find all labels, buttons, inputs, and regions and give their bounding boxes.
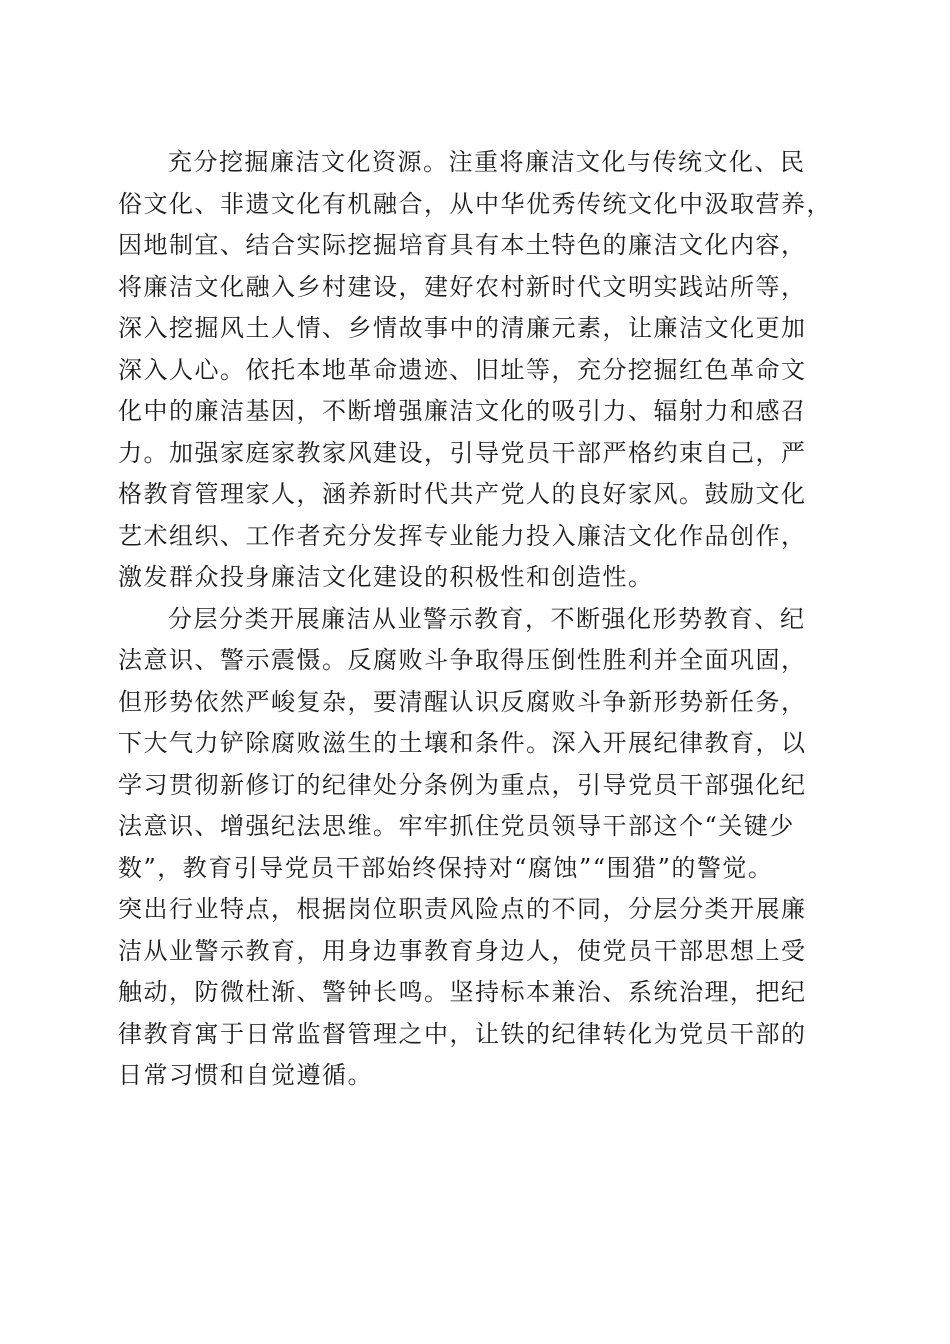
- text-line: 化中的廉洁基因，不断增强廉洁文化的吸引力、辐射力和感召: [118, 397, 807, 425]
- text-line: 深入人心。依托本地革命遗迹、旧址等，充分挖掘红色革命文: [118, 355, 807, 384]
- paragraph-1: [118, 142, 838, 599]
- paragraph-2: [118, 599, 838, 1097]
- text-line: 法意识、警示震慑。反腐败斗争取得压倒性胜利并全面巩固，: [118, 646, 807, 674]
- text-line: 格教育管理家人，涵养新时代共产党人的良好家风。鼓励文化: [118, 480, 807, 508]
- text-line: 将廉洁文化融入乡村建设，建好农村新时代文明实践站所等，: [118, 272, 807, 301]
- text-line: 洁从业警示教育，用身边事教育身边人，使党员干部思想上受: [118, 936, 807, 965]
- text-line: 力。加强家庭家教家风建设，引导党员干部严格约束自己，严: [118, 438, 807, 467]
- text-line: 法意识、增强纪法思维。牢牢抓住党员领导干部这个“关键少: [118, 812, 795, 840]
- text-line: 律教育寓于日常监督管理之中，让铁的纪律转化为党员干部的: [118, 1019, 807, 1048]
- document-body: [118, 142, 838, 1097]
- text-line: 数”，教育引导党员干部始终保持对“腐蚀”“围猎”的警觉。: [118, 853, 774, 882]
- text-line: 触动，防微杜渐、警钟长鸣。坚持标本兼治、系统治理，把纪: [118, 978, 807, 1006]
- text-line: 激发群众投身廉洁文化建设的积极性和创造性。: [118, 563, 654, 591]
- text-line: 充分挖掘廉洁文化资源。注重将廉洁文化与传统文化、民: [168, 148, 806, 176]
- text-line: 艺术组织、工作者充分发挥专业能力投入廉洁文化作品创作，: [118, 521, 807, 550]
- text-line: 但形势依然严峻复杂，要清醒认识反腐败斗争新形势新任务，: [118, 687, 807, 716]
- text-line: 下大气力铲除腐败滋生的土壤和条件。深入开展纪律教育，以: [118, 729, 807, 757]
- text-line: 深入挖掘风土人情、乡情故事中的清廉元素，让廉洁文化更加: [118, 314, 807, 342]
- text-line: 日常习惯和自觉遵循。: [118, 1061, 373, 1089]
- text-line: 突出行业特点，根据岗位职责风险点的不同，分层分类开展廉: [118, 895, 807, 923]
- text-line: 学习贯彻新修订的纪律处分条例为重点，引导党员干部强化纪: [118, 770, 807, 799]
- text-line: 因地制宜、结合实际挖掘培育具有本土特色的廉洁文化内容，: [118, 231, 807, 259]
- text-line: 俗文化、非遗文化有机融合，从中华优秀传统文化中汲取营养，: [118, 189, 832, 218]
- text-line: 分层分类开展廉洁从业警示教育，不断强化形势教育、纪: [168, 604, 806, 633]
